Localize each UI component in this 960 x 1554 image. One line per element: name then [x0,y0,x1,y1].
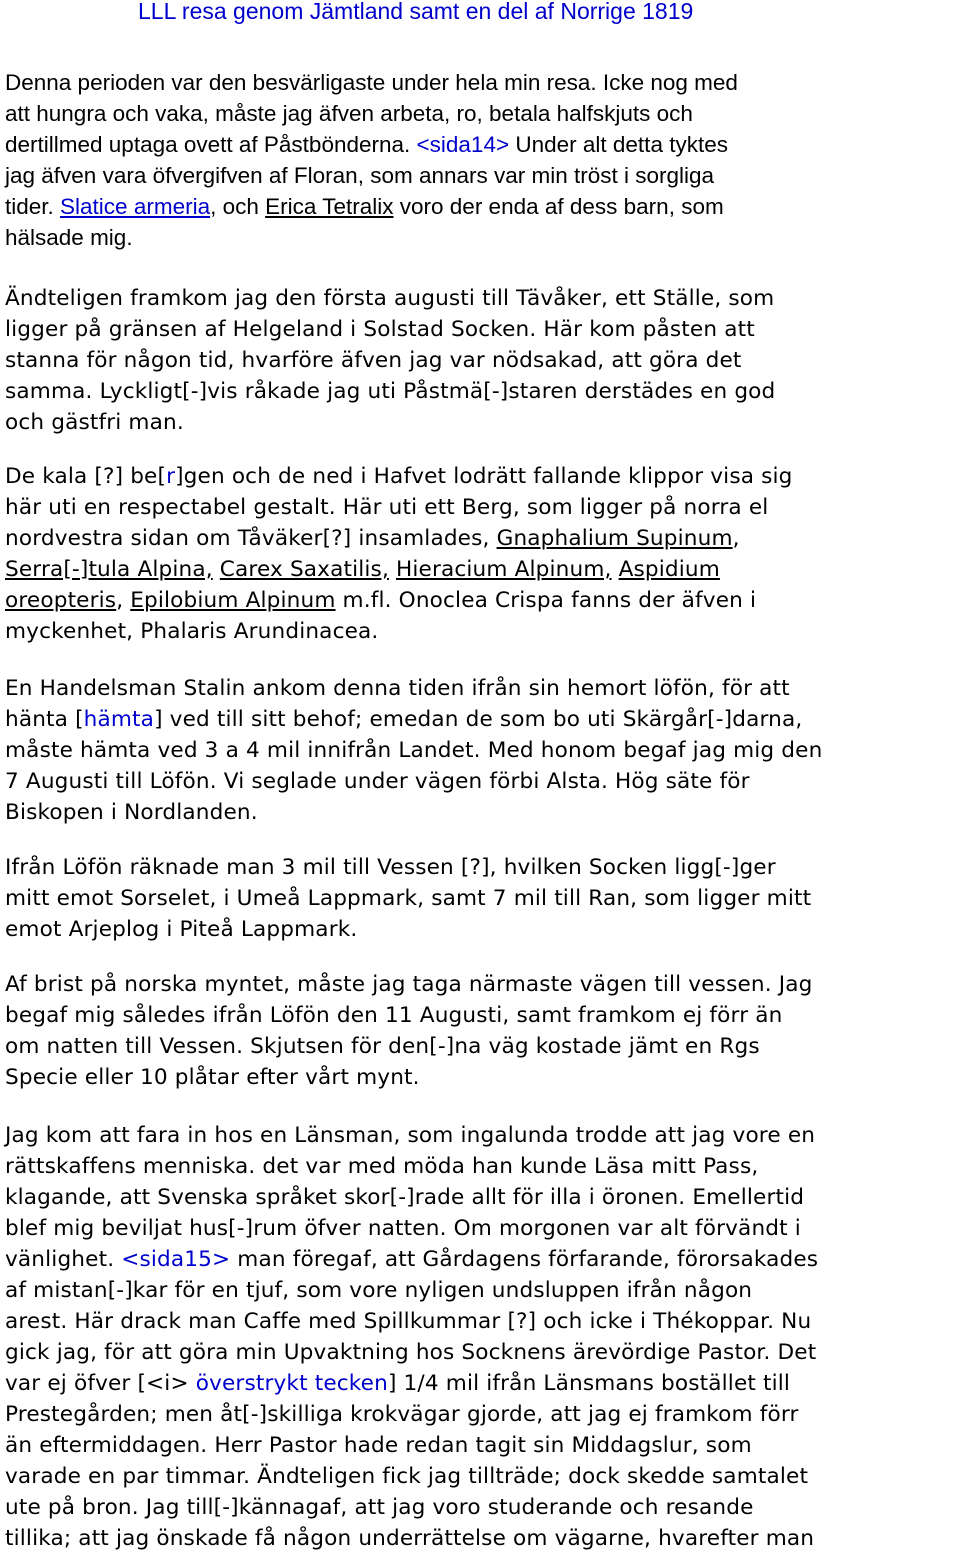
paragraph-3 [5,461,960,647]
text-segment: vänlighet. [5,1247,122,1272]
text-segment: om natten till Vessen. Skjutsen för den[-]na väg kostade jämt en Rgs [5,1034,760,1059]
text-segment: af mistan[-]kar för en tjuf, som vore nyligen undsluppen ifrån någon [5,1278,753,1303]
paragraph-6 [5,969,960,1093]
text-segment: måste hämta ved 3 a 4 mil innifrån Landet. Med honom begaf jag mig den [5,738,823,763]
text-line [5,492,960,523]
paragraph-1 [5,67,960,253]
editorial-note: <sida14> [416,132,510,157]
text-segment: En Handelsman Stalin ankom denna tiden ifrån sin hemort löfön, för att [5,676,790,701]
text-line [5,852,960,883]
text-segment: Af brist på norska myntet, måste jag taga närmaste vägen till vessen. Jag [5,972,813,997]
text-line [5,1306,960,1337]
text-line [5,129,960,160]
species-link[interactable]: oreopteris [5,588,117,613]
text-segment: hänta [ [5,707,84,732]
species-link[interactable]: Gnaphalium Supinum [496,526,733,551]
text-segment: nordvestra sidan om Tåväker[?] insamlades, [5,526,497,551]
text-segment: myckenhet, Phalaris Arundinacea. [5,619,379,644]
text-segment: att hungra och vaka, måste jag äfven arbeta, ro, betala halfskjuts och [5,101,693,126]
text-segment: 7 Augusti till Löfön. Vi seglade under vägen förbi Alsta. Hög säte för [5,769,750,794]
text-line [5,1461,960,1492]
text-line [5,1213,960,1244]
text-segment: tillika; att jag önskade få någon underrättelse om vägarne, hvarefter man [5,1526,815,1551]
text-segment: man föregaf, att Gårdagens förfarande, förorsakades [230,1247,819,1272]
text-segment: De kala [?] be[ [5,464,167,489]
text-segment: Denna perioden var den besvärligaste under hela min resa. Icke nog med [5,70,738,95]
text-segment: Under alt detta tyktes [509,132,728,157]
text-segment: Ändteligen framkom jag den första augusti till Tävåker, ett Ställe, som [5,286,775,311]
text-segment: och gästfri man. [5,410,184,435]
species-link[interactable]: Hieracium Alpinum, [396,557,612,582]
text-line [5,585,960,616]
text-segment: ligger på gränsen af Helgeland i Solstad Socken. Här kom påsten att [5,317,755,342]
text-line [5,1000,960,1031]
text-segment: arest. Här drack man Caffe med Spillkummar [?] och icke i Thékoppar. Nu [5,1309,812,1334]
text-line [5,797,960,828]
text-line [5,222,960,253]
text-segment: , [732,526,740,551]
text-line [5,98,960,129]
text-line [5,1120,960,1151]
text-segment: hälsade mig. [5,225,133,250]
text-line [5,407,960,438]
text-segment: m.fl. Onoclea Crispa fanns der äfven i [335,588,757,613]
text-segment: , och [210,194,266,219]
editorial-note: <sida15> [121,1247,231,1272]
text-segment: tider. [5,194,61,219]
text-segment: , [116,588,131,613]
text-line [5,969,960,1000]
text-segment: jag äfven vara öfvergifven af Floran, som annars var min tröst i sorgliga [5,163,715,188]
text-segment: emot Arjeplog i Piteå Lappmark. [5,917,358,942]
paragraph-7 [5,1120,960,1554]
text-line [5,191,960,222]
text-line [5,704,960,735]
text-line [5,914,960,945]
text-segment: klagande, att Svenska språket skor[-]rade allt för illa i öronen. Emellertid [5,1185,805,1210]
text-segment: ] 1/4 mil ifrån Länsmans bostället till [387,1371,791,1396]
text-segment: mitt emot Sorselet, i Umeå Lappmark, samt 7 mil till Ran, som ligger mitt [5,886,812,911]
text-line [5,1275,960,1306]
text-segment: ] ved till sitt behof; emedan de som bo uti Skärgår[-]darna, [154,707,803,732]
text-line [5,1399,960,1430]
text-segment [612,557,619,582]
text-line [5,1430,960,1461]
text-line [5,1368,960,1399]
text-line [5,461,960,492]
text-segment: än eftermiddagen. Herr Pastor hade redan tagit sin Middagslur, som [5,1433,752,1458]
text-segment: voro der enda af dess barn, som [393,194,724,219]
text-line [5,673,960,704]
text-line [5,1492,960,1523]
editorial-note: hämta [83,707,155,732]
paragraph-5 [5,852,960,945]
text-line [5,1337,960,1368]
text-segment: ]gen och de ned i Hafvet lodrätt fallande klippor visa sig [175,464,793,489]
text-segment: begaf mig således ifrån Löfön den 11 Augusti, samt framkom ej förr än [5,1003,783,1028]
text-line [5,160,960,191]
text-line [5,766,960,797]
species-link[interactable]: Aspidium [618,557,720,582]
text-line [5,1151,960,1182]
species-link[interactable]: Carex Saxatilis, [219,557,389,582]
editorial-note: r [166,464,176,489]
text-line [5,314,960,345]
text-line [5,283,960,314]
page-title: LLL resa genom Jämtland samt en del af Norrige 1819 [138,0,694,24]
text-line [5,523,960,554]
species-link[interactable]: Epilobium Alpinum [130,588,336,613]
text-line [5,345,960,376]
text-segment: Ifrån Löfön räknade man 3 mil till Vessen [?], hvilken Socken ligg[-]ger [5,855,776,880]
text-segment: var ej öfver [<i> [5,1371,196,1396]
text-line [5,67,960,98]
text-segment: ute på bron. Jag till[-]kännagaf, att jag voro studerande och resande [5,1495,754,1520]
paragraph-2 [5,283,960,438]
text-segment: gick jag, för att göra min Upvaktning hos Socknens ärevördige Pastor. Det [5,1340,817,1365]
text-segment [389,557,396,582]
text-segment: Specie eller 10 plåtar efter vårt mynt. [5,1065,420,1090]
text-segment: Biskopen i Nordlanden. [5,800,258,825]
text-line [5,1031,960,1062]
text-segment: här uti en respectabel gestalt. Här uti ett Berg, som ligger på norra el [5,495,769,520]
text-line [5,554,960,585]
text-line [5,883,960,914]
text-line [5,1523,960,1554]
text-segment [213,557,220,582]
paragraph-4 [5,673,960,828]
text-line [5,735,960,766]
text-line [5,376,960,407]
text-segment: dertillmed uptaga ovett af Påstbönderna. [5,132,417,157]
text-line [5,1244,960,1275]
text-line [5,1062,960,1093]
text-segment: samma. Lyckligt[-]vis råkade jag uti Påstmä[-]staren derstädes en god [5,379,776,404]
species-link[interactable]: Slatice armeria [60,194,211,219]
text-line [5,1182,960,1213]
text-segment: Jag kom att fara in hos en Länsman, som ingalunda trodde att jag vore en [5,1123,816,1148]
text-segment: Prestegården; men åt[-]skilliga krokvägar gjorde, att jag ej framkom förr [5,1402,799,1427]
text-line [5,616,960,647]
text-segment: blef mig beviljat hus[-]rum öfver natten. Om morgonen var alt förvändt i [5,1216,801,1241]
text-segment: varade en par timmar. Ändteligen fick jag tillträde; dock skedde samtalet [5,1464,809,1489]
text-segment: rättskaffens menniska. det var med möda han kunde Läsa mitt Pass, [5,1154,759,1179]
text-segment: stanna för någon tid, hvarföre äfven jag var nödsakad, att göra det [5,348,742,373]
species-link[interactable]: Erica Tetralix [265,194,394,219]
editorial-note: överstrykt tecken [195,1371,388,1396]
species-link[interactable]: Serra[-]tula Alpina, [5,557,213,582]
